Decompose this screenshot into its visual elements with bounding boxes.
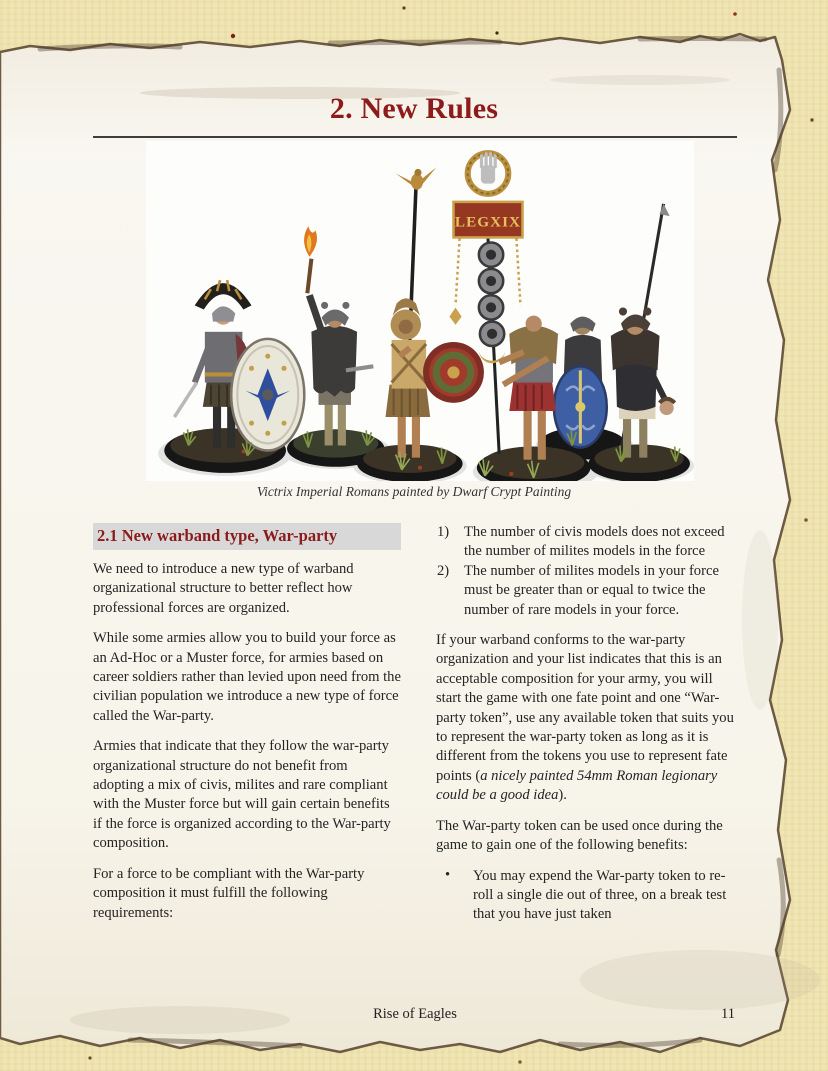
miniatures-photo xyxy=(144,141,696,481)
standard-banner-text: LEGXIX xyxy=(454,213,522,231)
paragraph: Armies that indicate that they follow the war-party organizational structure do not benefit from adopting a mix of civis, milites and rare compliant with the Muster force but will gain certain benefits if the force is organized according to the War-party composition. xyxy=(93,738,391,852)
list-number: 2) xyxy=(437,562,450,579)
paragraph-text: ). xyxy=(558,787,567,804)
figure-caption: Victrix Imperial Romans painted by Dwarf Crypt Painting xyxy=(256,484,572,499)
numbered-list-item xyxy=(436,562,740,620)
list-number: 1) xyxy=(437,524,450,540)
paragraph-text: If your warband conforms to the war-party organization and your list indicates that this is an acceptable composition for your army, you will start the game with one fate point and one “War-party token”, use any available token that suits you to represent the war-party token as long as it is different from the tokens you use to represent fate points ( xyxy=(436,632,734,784)
bullet-icon: • xyxy=(445,866,451,883)
paragraph xyxy=(436,631,740,806)
bullet-item-text: You may expend the War-party token to re-roll a single die out of three, on a break test that you have just taken xyxy=(473,867,727,923)
page-footer xyxy=(93,1006,737,1028)
paragraph: The War-party token can be used once during the game to gain one of the following benefits: xyxy=(436,817,723,854)
paragraph-italic-text: a nicely painted 54mm Roman legionary could be a good idea xyxy=(436,767,718,804)
section-heading: 2.1 New warband type, War-party xyxy=(93,523,401,550)
paragraph: We need to introduce a new type of warband organizational structure to better reflect how professional forces are organized. xyxy=(93,561,354,616)
right-column xyxy=(436,523,740,936)
paragraph: While some armies allow you to build your force as an Ad-Hoc or a Muster force, for armies based on career soldiers rather than levied upon need from the civilian population we introduce a new type of force called the War-party. xyxy=(93,630,401,724)
footer-book-title: Rise of Eagles xyxy=(373,1006,457,1022)
list-item-text: The number of milites models in your force must be greater than or equal to twice the number of rare models in your force. xyxy=(464,562,719,618)
page-title: 2. New Rules xyxy=(329,92,499,125)
title-rule xyxy=(93,136,737,138)
numbered-list-item xyxy=(436,523,740,562)
footer-page-number: 11 xyxy=(721,1006,735,1022)
left-column xyxy=(93,523,401,934)
bullet-list-item xyxy=(436,867,740,925)
list-item-text: The number of civis models does not exceed the number of milites models in the force xyxy=(464,524,725,560)
paragraph: For a force to be compliant with the War-party composition it must fulfill the following requirements: xyxy=(93,865,365,921)
